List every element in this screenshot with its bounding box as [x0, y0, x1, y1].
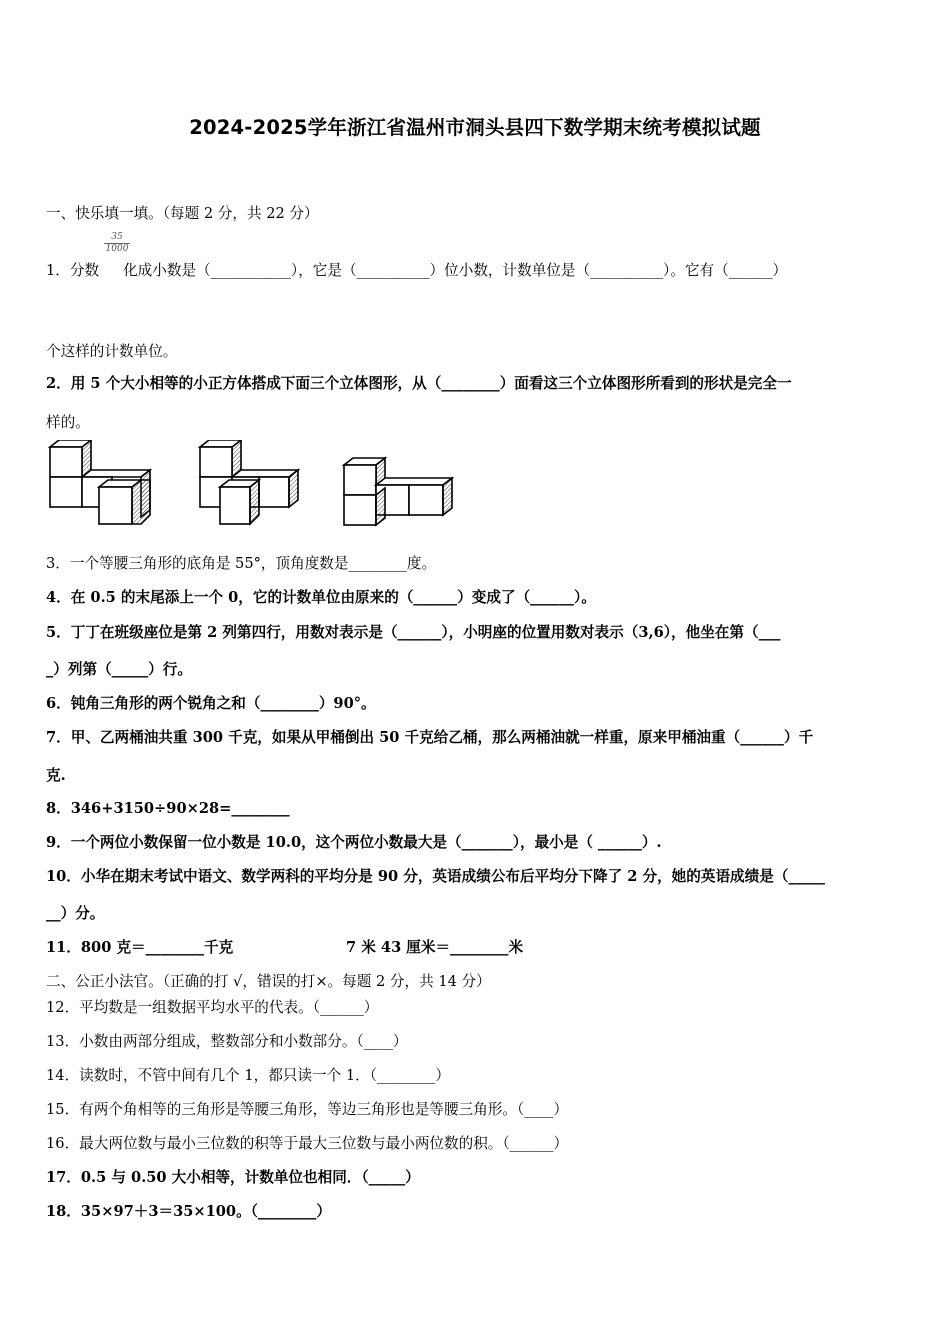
question-2-line-1: 2．用 5 个大小相等的小正方体搭成下面三个立体图形，从（________）面看这三个立体图形所看到的形状是完全一 [46, 375, 792, 392]
question-1-prefix: 1．分数 [46, 262, 100, 279]
fraction-denominator: 1000 [105, 244, 129, 254]
question-3: 3．一个等腰三角形的底角是 55°，顶角度数是________度。 [46, 555, 437, 572]
cube-figure-1 [50, 440, 150, 524]
question-17: 17．0.5 与 0.50 大小相等，计数单位也相同．（_____） [46, 1169, 420, 1186]
cube-figure-2 [200, 440, 298, 524]
section-1-header: 一、快乐填一填。（每题 2 分，共 22 分） [46, 205, 319, 222]
question-11 [46, 936, 524, 957]
question-7-line-1: 7．甲、乙两桶油共重 300 千克，如果从甲桶倒出 50 千克给乙桶，那么两桶油就一样重，原来甲桶油重（______）千 [46, 729, 814, 746]
question-12: 12．平均数是一组数据平均水平的代表。（______） [46, 999, 379, 1016]
question-11-part-1: 11．800 克＝________千克 [46, 939, 234, 956]
question-7-line-2: 克. [46, 767, 66, 784]
question-11-part-2: 7 米 43 厘米＝________米 [346, 939, 524, 956]
question-10-line-2: __）分。 [46, 905, 105, 922]
question-14: 14．读数时，不管中间有几个 1，都只读一个 1．（________） [46, 1067, 450, 1084]
question-9: 9．一个两位小数保留一位小数是 10.0，这个两位小数最大是（_______），最小是（ ______）. [46, 834, 662, 851]
fraction-35-1000 [102, 232, 132, 255]
question-1-rest: 化成小数是（___________），它是（__________）位小数，计数单位是（__________）。它有（______） [123, 262, 788, 279]
question-2-line-2: 样的。 [46, 414, 90, 431]
question-1-continuation: 个这样的计数单位。 [46, 343, 178, 360]
question-5-line-1: 5．丁丁在班级座位是第 2 列第四行，用数对表示是（______），小明座的位置用数对表示（3,6），他坐在第（___ [46, 624, 781, 641]
question-1 [46, 259, 787, 280]
question-6: 6．钝角三角形的两个锐角之和（________）90°。 [46, 695, 376, 712]
question-4: 4．在 0.5 的末尾添上一个 0，它的计数单位由原来的（______）变成了（______）。 [46, 589, 596, 606]
section-2-header: 二、公正小法官。（正确的打 √，错误的打×。每题 2 分，共 14 分） [46, 973, 491, 990]
question-15: 15．有两个角相等的三角形是等腰三角形，等边三角形也是等腰三角形。（____） [46, 1101, 569, 1118]
cube-figures [46, 440, 466, 532]
fraction-numerator: 35 [111, 232, 123, 242]
question-16: 16．最大两位数与最小三位数的积等于最大三位数与最小两位数的积。（______） [46, 1135, 569, 1152]
question-5-line-2: _）列第（_____）行。 [46, 661, 192, 678]
page-title: 2024-2025学年浙江省温州市洞头县四下数学期末统考模拟试题 [189, 116, 761, 139]
question-13: 13．小数由两部分组成，整数部分和小数部分。（____） [46, 1033, 408, 1050]
question-10-line-1: 10．小华在期末考试中语文、数学两科的平均分是 90 分，英语成绩公布后平均分下降了 2 分，她的英语成绩是（_____ [46, 868, 825, 885]
question-8: 8．346+3150÷90×28=________ [46, 800, 290, 817]
question-18: 18．35×97＋3＝35×100。（________） [46, 1203, 331, 1220]
cube-figure-3 [344, 458, 452, 525]
